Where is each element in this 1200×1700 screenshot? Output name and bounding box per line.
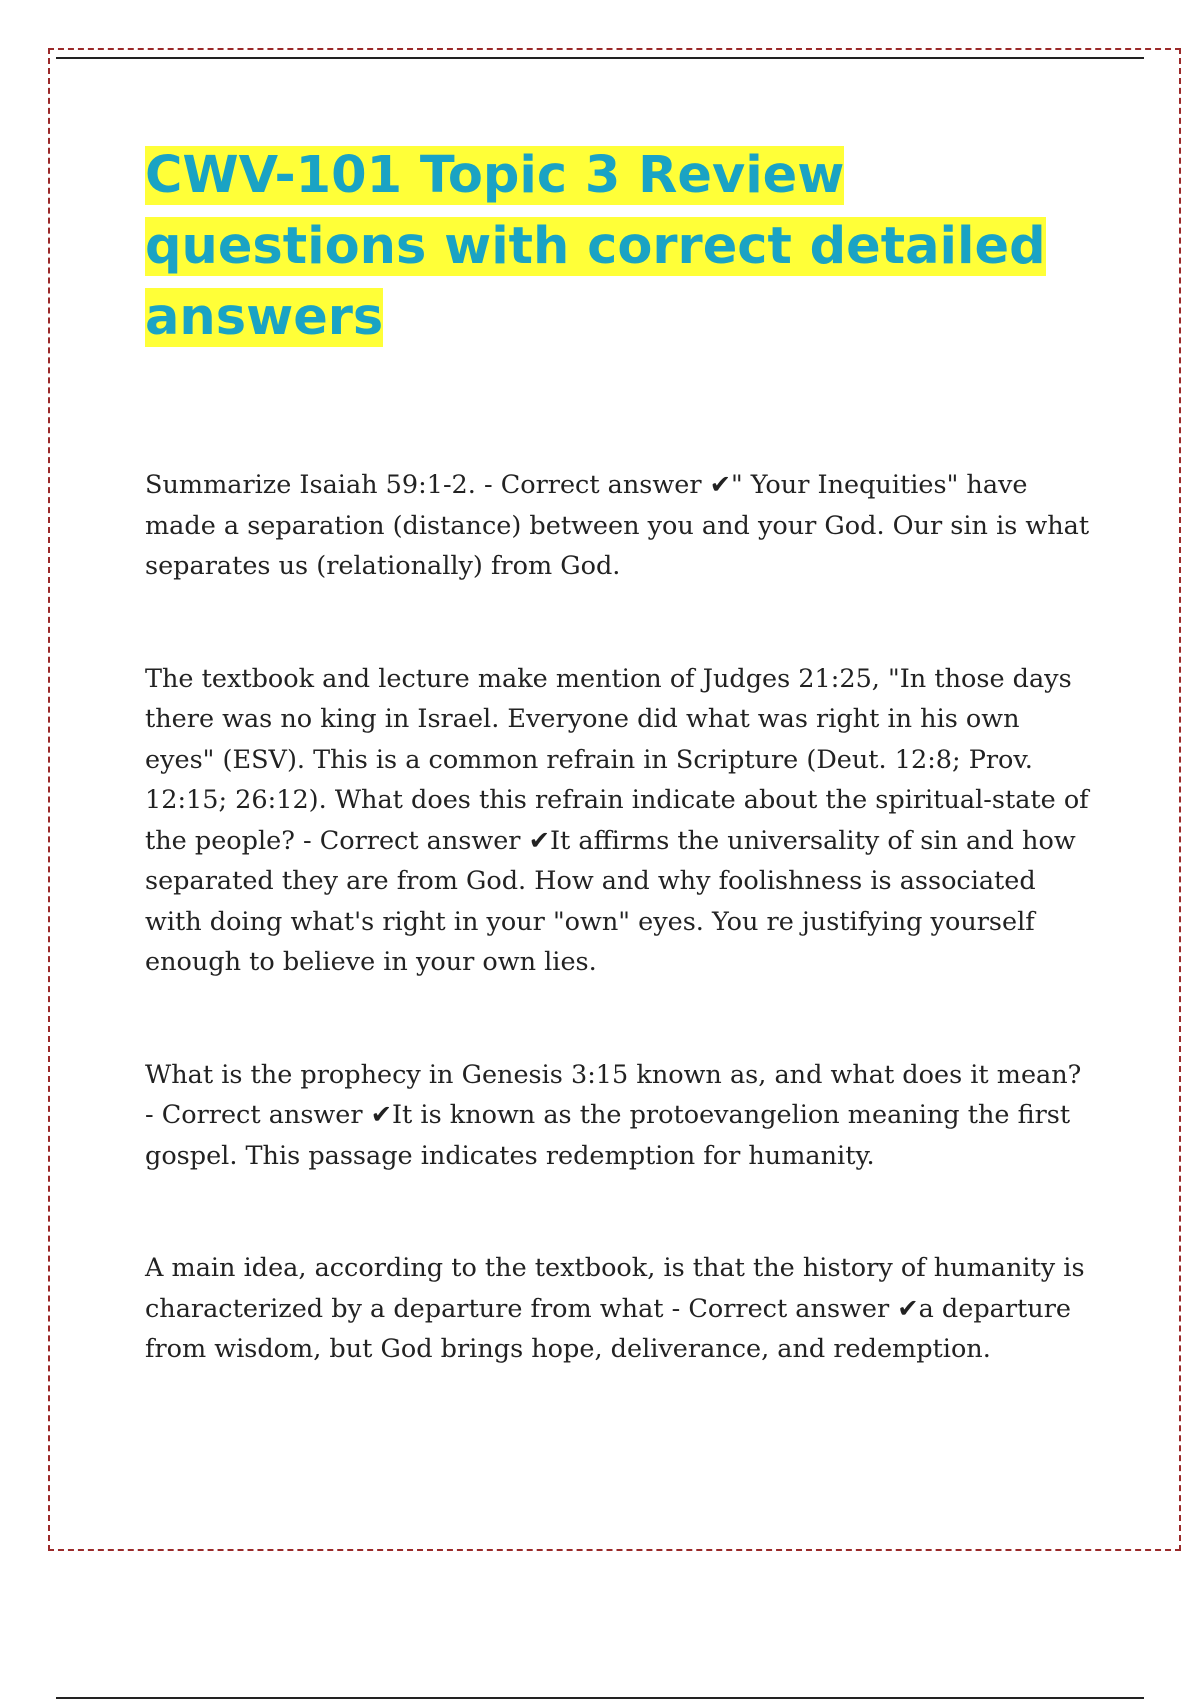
document-title	[145, 140, 1095, 353]
document-body	[145, 140, 1095, 1370]
qa-entry-judges: The textbook and lecture make mention of Judges 21:25, "In those days there was no king in Israel. Everyone did what was right in his own eyes" (ESV). This is a common refrain in Scripture (Deut. 12:8; Prov. 12:15; 26:12). What does this refrain indicate about the spiritual-state of the people? - Correct answer ✔It affirms the universality of sin and how separated they are from God. How and why foolishness is associated with doing what's right in your "own" eyes. You re justifying yourself enough to believe in your own lies.	[145, 663, 1089, 977]
qa-entry-main-idea: A main idea, according to the textbook, is that the history of humanity is characterized by a departure from what - Correct answer ✔a departure from wisdom, but God brings hope, deliverance, and redemption.	[145, 1253, 1085, 1364]
qa-entry-genesis: What is the prophecy in Genesis 3:15 known as, and what does it mean? - Correct answer ✔It is known as the protoevangelion meaning the first gospel. This passage indicates redemption for humanity.	[145, 1059, 1082, 1171]
qa-entry-isaiah: Summarize Isaiah 59:1-2. - Correct answer ✔" Your Inequities" have made a separation (distance) between you and your God. Our sin is what separates us (relationally) from God.	[145, 470, 1090, 581]
top-rule	[56, 57, 1144, 59]
document-title-text: CWV-101 Topic 3 Review questions with correct detailed answers	[145, 146, 1046, 347]
bottom-rule	[56, 1697, 1144, 1699]
